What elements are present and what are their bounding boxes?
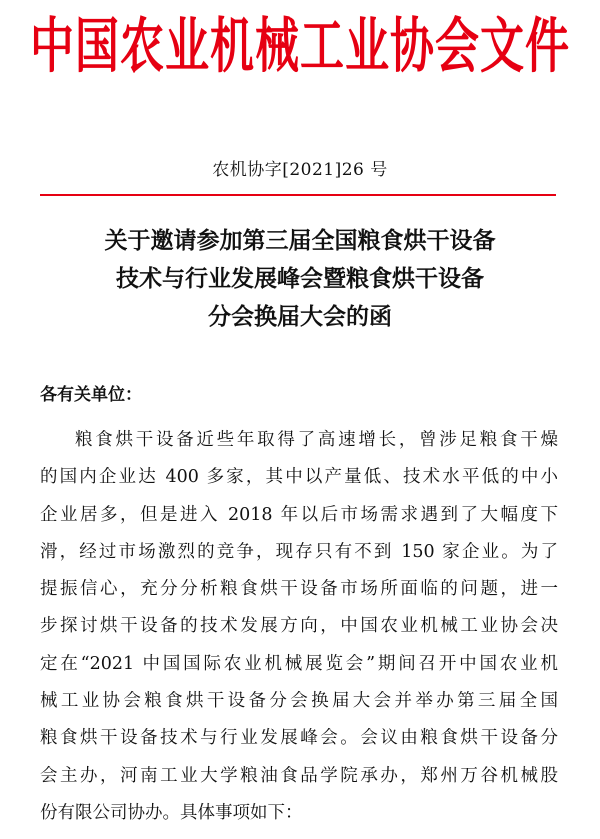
paragraph-line: 企业居多，但是进入 2018 年以后市场需求遇到了大幅度下 — [40, 504, 558, 525]
body-paragraph — [40, 422, 558, 832]
subject-line: 关于邀请参加第三届全国粮食烘干设备 — [104, 228, 496, 254]
paragraph-line: 会主办，河南工业大学粮油食品学院承办，郑州万谷机械股 — [40, 765, 558, 786]
paragraph-line: 份有限公司协办。具体事项如下： — [40, 802, 303, 823]
document-subject — [0, 222, 600, 336]
document-number: 农机协字[2021]26 号 — [212, 160, 388, 180]
paragraph-line: 粮食烘干设备近些年取得了高速增长，曾涉足粮食干燥 — [75, 430, 558, 450]
header-divider-line — [40, 194, 556, 196]
paragraph-line: 步探讨烘干设备的技术发展方向，中国农业机械工业协会决 — [40, 616, 558, 637]
salutation: 各有关单位： — [40, 385, 142, 405]
paragraph-line: 械工业协会粮食烘干设备分会换届大会并举办第三届全国 — [40, 691, 558, 712]
document-header-title: 中国农业机械工业协会文件 — [30, 12, 570, 82]
paragraph-line: 粮食烘干设备技术与行业发展峰会。会议由粮食烘干设备分 — [40, 728, 558, 749]
subject-line: 技术与行业发展峰会暨粮食烘干设备 — [116, 266, 484, 292]
paragraph-line: 滑，经过市场激烈的竞争，现存只有不到 150 家企业。为了 — [40, 541, 558, 562]
paragraph-line: 提振信心，充分分析粮食烘干设备市场所面临的问题，进一 — [40, 579, 558, 600]
subject-line: 分会换届大会的函 — [208, 304, 392, 330]
paragraph-line: 定在“2021 中国国际农业机械展览会”期间召开中国农业机 — [40, 653, 558, 674]
paragraph-line: 的国内企业达 400 多家，其中以产量低、技术水平低的中小 — [40, 467, 558, 488]
